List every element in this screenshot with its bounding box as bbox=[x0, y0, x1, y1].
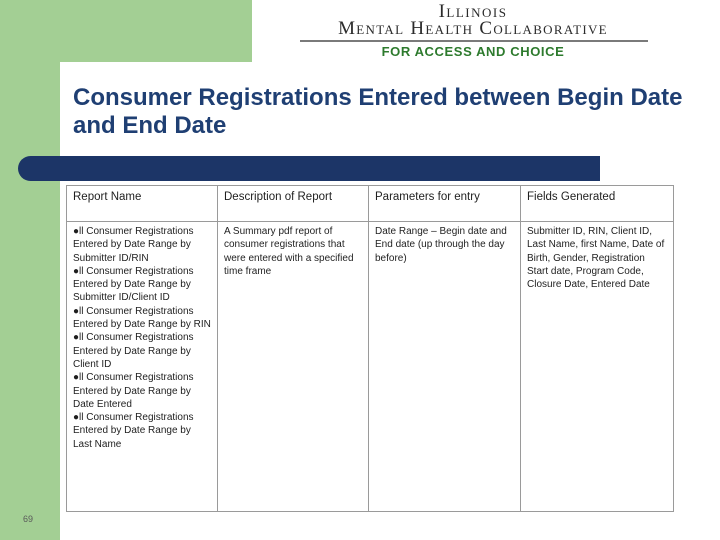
report-name-item: ●ll Consumer Registrations Entered by Date Range by Client ID bbox=[73, 332, 194, 370]
logo-tagline: FOR ACCESS AND CHOICE bbox=[381, 44, 565, 59]
report-name-item: ●ll Consumer Registrations Entered by Date Range by Submitter ID/RIN bbox=[73, 226, 194, 264]
report-name-item: ●ll Consumer Registrations Entered by Date Range by Submitter ID/Client ID bbox=[73, 265, 194, 304]
header-parameters: Parameters for entry bbox=[369, 186, 521, 222]
description-cell: A Summary pdf report of consumer registrations that were entered with a specified time frame bbox=[218, 222, 369, 512]
logo-state-name: Illinois bbox=[438, 1, 508, 22]
report-name-cell bbox=[67, 222, 218, 512]
page-number: 69 bbox=[23, 514, 34, 524]
report-name-item: ●ll Consumer Registrations Entered by Date Range by Date Entered bbox=[73, 372, 194, 410]
organization-logo bbox=[296, 0, 650, 64]
fields-generated-cell: Submitter ID, RIN, Client ID, Last Name, first Name, Date of Birth, Gender, Registration Start date, Program Code, Closure Date, Entered Date bbox=[521, 222, 674, 512]
parameters-cell: Date Range – Begin date and End date (up through the day before) bbox=[369, 222, 521, 512]
report-name-item: ●ll Consumer Registrations Entered by Date Range by Last Name bbox=[73, 412, 194, 450]
report-name-item: ●ll Consumer Registrations Entered by Date Range by RIN bbox=[73, 305, 211, 331]
title-underline-bar bbox=[18, 156, 600, 181]
table-header-row bbox=[67, 186, 674, 222]
header-fields-generated: Fields Generated bbox=[521, 186, 674, 222]
green-frame-left bbox=[0, 0, 60, 540]
page-title: Consumer Registrations Entered between Begin Date and End Date bbox=[73, 84, 683, 139]
logo-organization-name: Mental Health Collaborative bbox=[338, 18, 608, 39]
table-row bbox=[67, 222, 674, 512]
header-description: Description of Report bbox=[218, 186, 369, 222]
logo-divider bbox=[300, 40, 648, 42]
header-report-name: Report Name bbox=[67, 186, 218, 222]
report-table bbox=[66, 185, 674, 512]
